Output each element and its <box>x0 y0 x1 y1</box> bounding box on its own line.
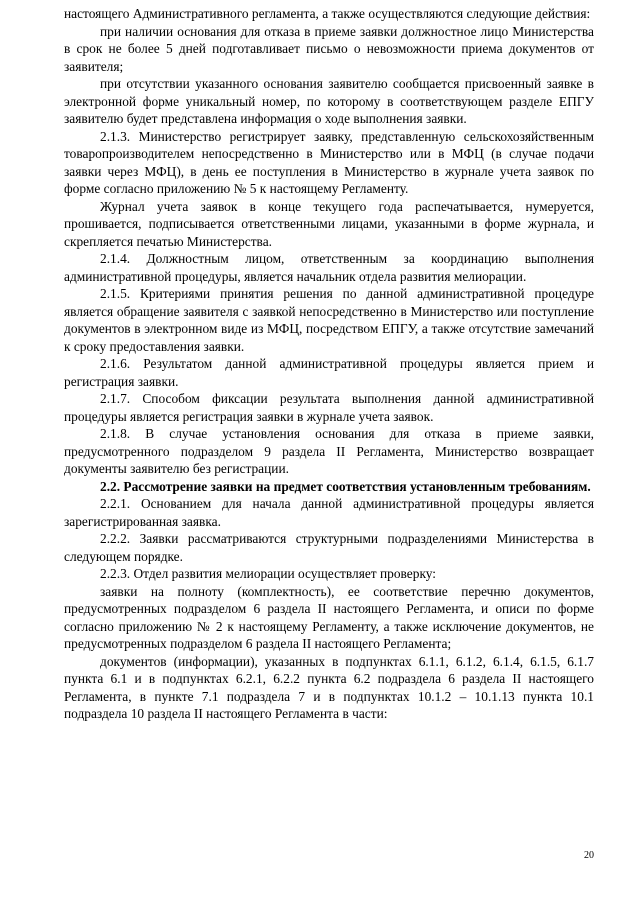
paragraph-2-2-3: 2.2.3. Отдел развития мелиорации осуществляет проверку: <box>100 566 436 581</box>
page-number: 20 <box>584 850 594 861</box>
paragraph-2-2-2: 2.2.2. Заявки рассматриваются структурными подразделениями Министерства в следующем порядке. <box>64 531 594 564</box>
paragraph-documents-check: документов (информации), указанных в подпунктах 6.1.1, 6.1.2, 6.1.4, 6.1.5, 6.1.7 пункта 6.1 и в подпунктах 6.2.1, 6.2.2 пункта 6.2 подраздела 6 раздела II настоящего Регламента, в пункте 7.1 подраздела 7 и в подпунктах 10.1.2 – 10.1.13 пункта 10.1 подраздела 10 раздела II настоящего Регламента в части: <box>64 653 594 721</box>
paragraph-2-1-7: 2.1.7. Способом фиксации результата выполнения данной административной процедуры является регистрация заявки в журнале учета заявок. <box>64 391 594 424</box>
paragraph-2-1-4: 2.1.4. Должностным лицом, ответственным за координацию выполнения административной процедуры, является начальник отдела развития мелиорации. <box>64 251 594 284</box>
section-heading-2-2: 2.2. Рассмотрение заявки на предмет соответствия установленным требованиям. <box>100 478 591 494</box>
paragraph-2-1-5: 2.1.5. Критериями принятия решения по данной административной процедуре является обращение заявителя с заявкой непосредственно в Министерство или поступление документов в электронном виде из МФЦ, посредством ЕПГУ, а также отсутствие замечаний к сроку предоставления заявки. <box>64 286 594 354</box>
paragraph-2-1-8: 2.1.8. В случае установления основания для отказа в приеме заявки, предусмотренного подразделом 9 раздела II Регламента, Министерство возвращает документы заявителю без регистрации. <box>64 426 594 476</box>
paragraph-continuation: настоящего Административного регламента, а также осуществляются следующие действия: <box>64 6 591 21</box>
paragraph-2-1-3: 2.1.3. Министерство регистрирует заявку, представленную сельскохозяйственным товаропроизводителем непосредственно в Министерство или в МФЦ (в случае подачи заявки через МФЦ), в день ее поступления в Министерство в журнале учета заявок по форме согласно приложению № 5 к настоящему Регламенту. <box>64 128 594 196</box>
paragraph-journal: Журнал учета заявок в конце текущего года распечатывается, нумеруется, прошивается, подписывается ответственными лицами, указанными в форме журнала, и скрепляется печатью Министерства. <box>64 198 594 249</box>
paragraph-refusal-basis: при наличии основания для отказа в приеме заявки должностное лицо Министерства в срок не более 5 дней подготавливает письмо о невозможности приема документов от заявителя; <box>64 23 594 74</box>
paragraph-completeness-check: заявки на полноту (комплектность), ее соответствие перечню документов, предусмотренных подразделом 6 раздела II настоящего Регламента, и описи по форме согласно приложению № 2 к настоящему Регламенту, а также исключение документов, не предусмотренных подразделом 6 раздела II настоящего Регламента; <box>64 583 594 651</box>
paragraph-2-2-1: 2.2.1. Основанием для начала данной административной процедуры является зарегистрированная заявка. <box>64 496 594 529</box>
paragraph-unique-number: при отсутствии указанного основания заявителю сообщается присвоенный заявке в электронной форме уникальный номер, по которому в соответствующем разделе ЕПГУ заявителю будет представлена информация о ходе выполнения заявки. <box>64 76 594 126</box>
document-page <box>64 5 594 723</box>
paragraph-2-1-6: 2.1.6. Результатом данной административной процедуры является прием и регистрация заявки. <box>64 356 594 389</box>
